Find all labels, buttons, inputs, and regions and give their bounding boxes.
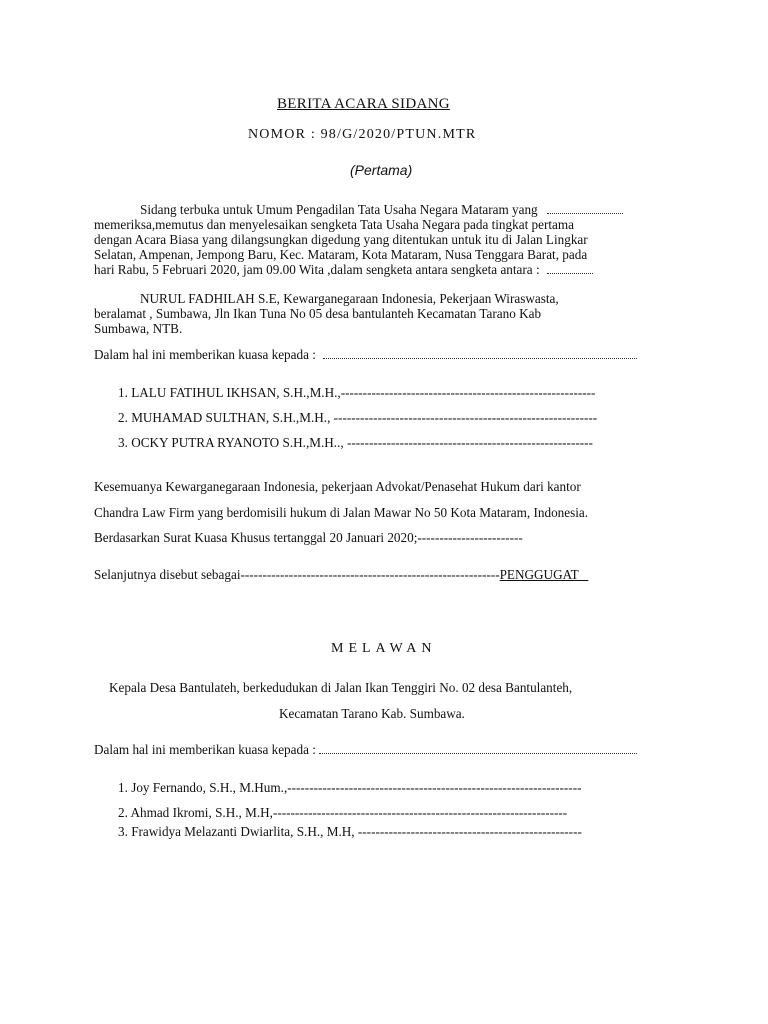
firm-line-3: Berdasarkan Surat Kuasa Khusus tertanggal 20 Januari 2020;------------------------ [94,530,523,545]
opening-line-2: memeriksa,memutus dan menyelesaikan sengketa Tata Usaha Negara pada tingkat pertama [94,217,574,232]
plaintiff-lawyer-3: 3. OCKY PUTRA RYANOTO S.H.,M.H.., -------------------------------------------------------- [118,435,593,450]
dotted-leader [547,205,623,214]
defendant-line-1: Kepala Desa Bantulateh, berkedudukan di Jalan Ikan Tenggiri No. 02 desa Bantulanteh, [109,680,573,695]
opening-line-5: hari Rabu, 5 Februari 2020, jam 09.00 Wita ,dalam sengketa antara sengketa antara : [94,262,593,278]
document-number: NOMOR : 98/G/2020/PTUN.MTR [248,127,477,142]
defendant-line-2: Kecamatan Tarano Kab. Sumbawa. [279,706,465,721]
plaintiff-lawyer-2: 2. MUHAMAD SULTHAN, S.H.,M.H., ------------------------------------------------------------ [118,410,598,425]
firm-line-2: Chandra Law Firm yang berdomisili hukum di Jalan Mawar No 50 Kota Mataram, Indonesia. [94,505,589,520]
defendant-lawyer-2: 2. Ahmad Ikromi, S.H., M.H,------------------------------------------------------------------- [118,805,568,820]
defendant-lawyer-1: 1. Joy Fernando, S.H., M.Hum.,------------------------------------------------------------------- [118,780,582,795]
dotted-leader [323,350,637,359]
plaintiff-line-1: NURUL FADHILAH S.E, Kewarganegaraan Indonesia, Pekerjaan Wiraswasta, [140,291,559,306]
opening-line-1: Sidang terbuka untuk Umum Pengadilan Tata Usaha Negara Mataram yang [140,202,623,218]
role-penggugat: PENGGUGAT [499,567,589,582]
dotted-leader [547,265,593,274]
kuasa-label-plaintiff: Dalam hal ini memberikan kuasa kepada : [94,347,637,363]
document-subtitle: (Pertama) [350,162,413,178]
plaintiff-lawyer-1: 1. LALU FATIHUL IKHSAN, S.H.,M.H.,---------------------------------------------------------- [118,385,596,400]
defendant-lawyer-3: 3. Frawidya Melazanti Dwiarlita, S.H., M.H, --------------------------------------------------- [118,824,582,839]
firm-line-1: Kesemuanya Kewarganegaraan Indonesia, pekerjaan Advokat/Penasehat Hukum dari kantor [94,479,581,494]
designation-line: Selanjutnya disebut sebagai-----------------------------------------------------------PENGGUGAT [94,567,589,582]
opening-line-3: dengan Acara Biasa yang dilangsungkan digedung yang ditentukan untuk itu di Jalan Lingkar [94,232,588,247]
plaintiff-line-2: beralamat , Sumbawa, Jln Ikan Tuna No 05 desa bantulanteh Kecamatan Tarano Kab [94,306,542,321]
kuasa-label-defendant: Dalam hal ini memberikan kuasa kepada : [94,742,637,758]
opening-line-4: Selatan, Ampenan, Jempong Baru, Kec. Mataram, Kota Mataram, Nusa Tenggara Barat, pada [94,247,588,262]
document-title: BERITA ACARA SIDANG [277,96,450,112]
versus-heading: MELAWAN [331,641,437,656]
dotted-leader [319,745,637,754]
plaintiff-line-3: Sumbawa, NTB. [94,321,183,336]
